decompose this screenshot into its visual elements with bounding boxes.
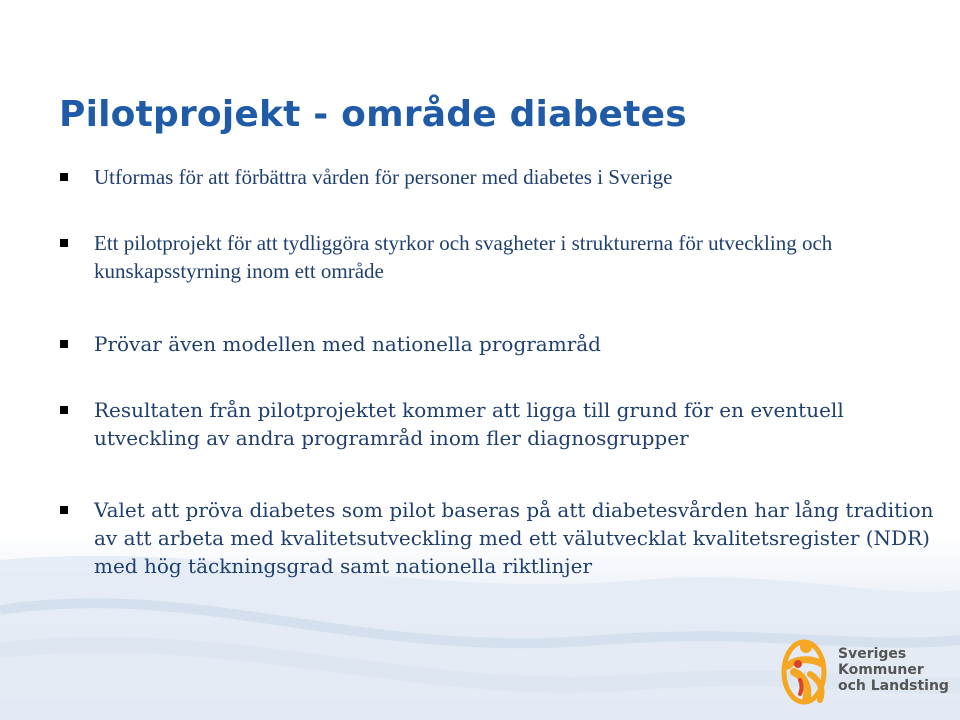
square-bullet-icon [60,406,68,414]
bullet-text: Valet att pröva diabetes som pilot baseras på att diabetesvården har lång tradition av att arbeta med kvalitetsutveckling med ett välutvecklat kvalitetsregister (NDR) med hög täckningsgrad samt nationella riktlinjer [94,498,934,578]
logo-line: Kommuner [838,662,924,678]
slide-title: Pilotprojekt - område diabetes [59,94,687,135]
skl-logo [780,636,950,708]
logo-wordmark [838,646,949,694]
skl-figure-logo-icon [780,636,836,708]
logo-line: Sveriges [838,646,907,662]
bullet-text: Resultaten från pilotprojektet kommer att ligga till grund för en eventuell utveckling av andra programråd inom fler diagnosgrupper [94,398,844,450]
bullet-text: Utformas för att förbättra vården för personer med diabetes i Sverige [94,165,673,189]
square-bullet-icon [60,340,68,348]
bullet-text: Prövar även modellen med nationella programråd [94,332,601,356]
square-bullet-icon [60,239,68,247]
square-bullet-icon [60,506,68,514]
bullet-text: Ett pilotprojekt för att tydliggöra styrkor och svagheter i strukturerna för utveckling och kunskapsstyrning inom ett område [94,231,833,283]
square-bullet-icon [60,173,68,181]
logo-line: och Landsting [838,678,949,694]
